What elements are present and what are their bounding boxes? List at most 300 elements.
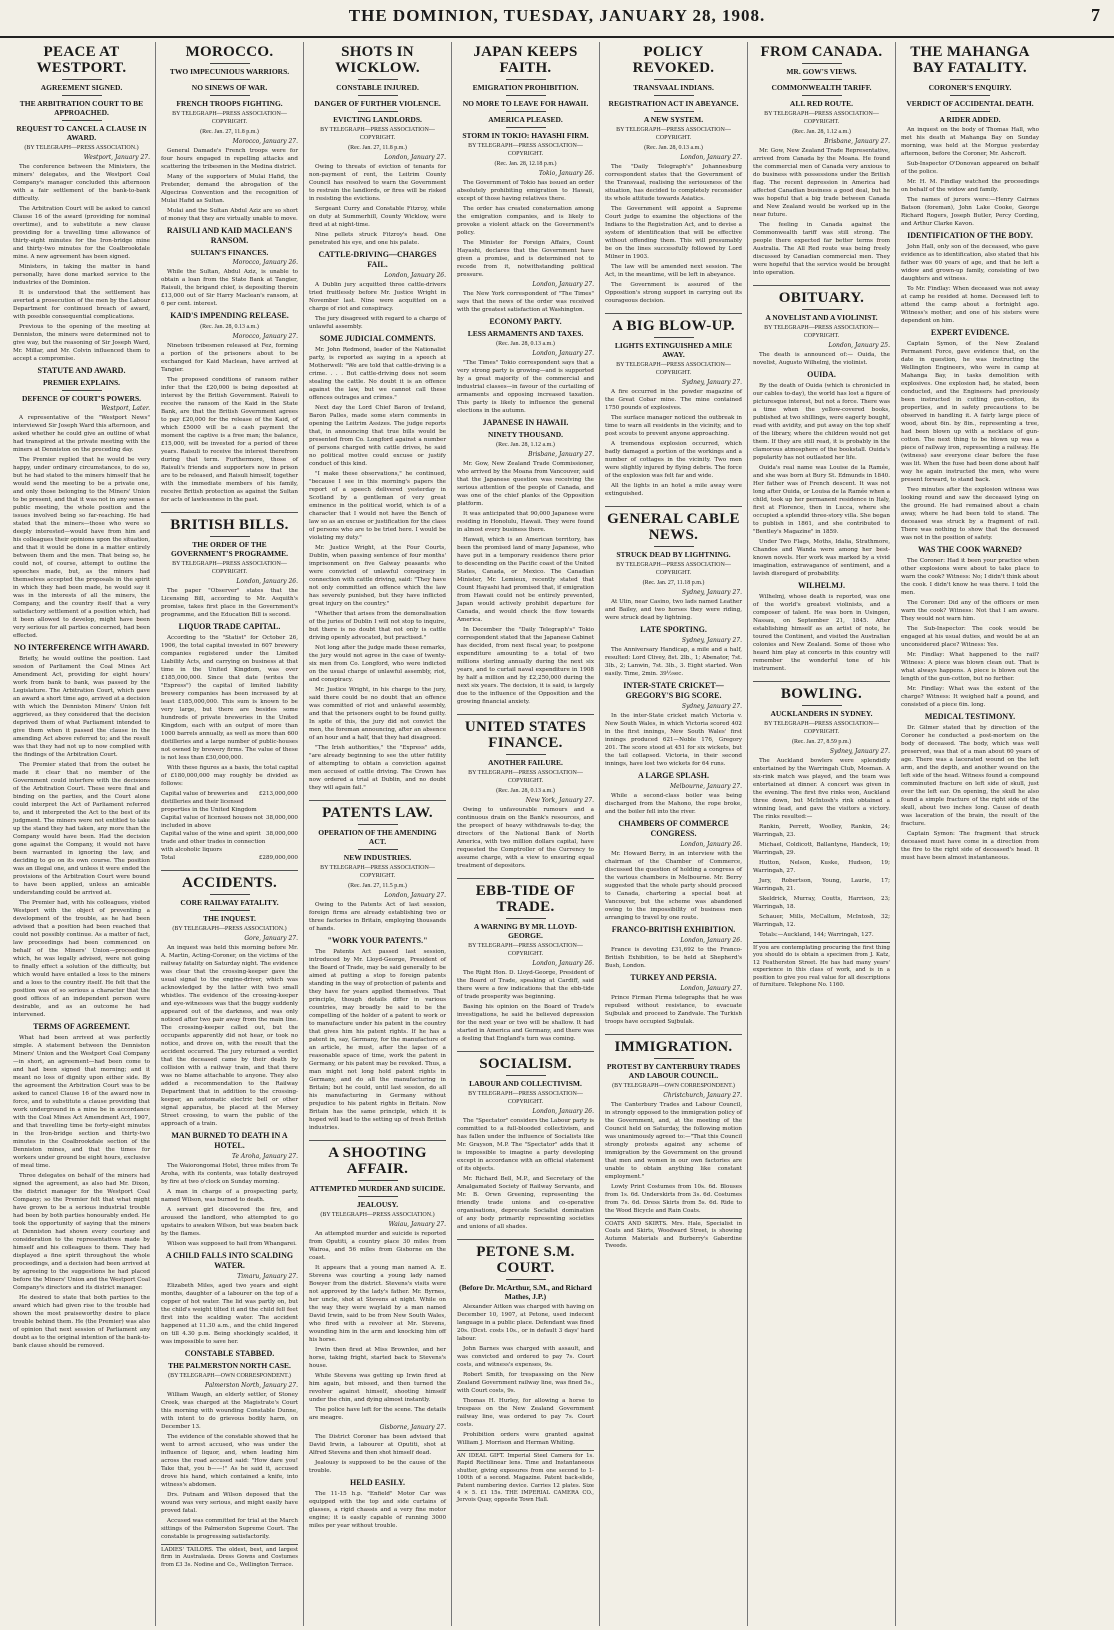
section-subhead: WAS THE COOK WARNED? (918, 545, 1022, 554)
dateline: Te Aroha, January 27. (231, 1153, 298, 1160)
article-paragraph: The Premier stated that from the outset he made it clear that no member of the Government could interfere with the decisions of the Arbitration Court. These were final and binding on the parties, and the Court alone could interpret the Act of Parliament referred to, and it interpreted the Act to the best of its judgment. The miners were not entitled to take up the stand they had taken, any more than the Company would have been. Had the decision gone against the Company, it would not have been warranted in ignoring the law, and deciding to go on its own course. The position was an illegal one, and unless it were ended the provisions of the Arbitration Court were bound to have been applied, unless an amicable understanding could be arrived at. (13, 762, 150, 896)
advertisement: AN IDEAL GIFT. Imperial Steel Camera for 1s. Rapid Rectilinear lens. Time and Instantaneous shutter, giving exposures from one second to 1-100th of a second. Magazine. Patent back-slide, Patent numbering device. Carries 12 plates. Size 4 × 5. £1 15s. THE IMPERIAL CAMERA CO., Jervois Quay, opposite Town Hall. (457, 1450, 594, 1505)
section-subhead: CONSTABLE STABBED. (184, 1349, 275, 1358)
dateline: London, January 25. (828, 342, 890, 349)
news-column (896, 42, 1044, 1626)
article-paragraph: Drs. Putnam and Wilson deposed that the wound was very serious, and might easily have proved fatal. (161, 1492, 298, 1514)
article-paragraph: A representative of the "Westport News" interviewed Sir Joseph Ward this afternoon, and asked whether he could give an outline of what had transpired at the private meeting with the miners at Denniston on the preceding day. (13, 415, 150, 453)
article-paragraph: Totals:—Auckland, 144; Warringah, 127. (759, 932, 874, 938)
wire-credit: BY TELEGRAPH—PRESS ASSOCIATION—COPYRIGHT. (764, 721, 879, 735)
masthead (0, 0, 1114, 38)
article-paragraph: In December the "Daily Telegraph's" Tokio correspondent stated that the Japanese Cabinet has decided, from next fiscal year, to postpone expenditure amounting to a total of two millions sterling annually during the next six years, and to curtail naval expenditure in 1908 by half a million and by £2,250,000 during the next six years. The decision, it is said, is largely due to the influence of the Opposition and the growing financial anxiety. (457, 627, 594, 705)
article-deck: A NOVELIST AND A VIOLINIST. (765, 313, 878, 322)
article-deck: VERDICT OF ACCIDENTAL DEATH. (906, 99, 1034, 108)
article-paragraph: The "Spectator" considers the Labour party is committed to a full-blooded collectivism, and has fallen under the influence of Socialists like Mr. Grayson, M.P. The "Spectator" adds that it is impossible to imagine a party developing except in accordance with an official statement of its objects. (457, 1118, 594, 1172)
article-deck: LABOUR AND COLLECTIVISM. (469, 1079, 582, 1088)
article-deck: AGREEMENT SIGNED. (40, 83, 123, 92)
article-deck: LESS ARMAMENTS AND TAXES. (467, 329, 584, 338)
article-paragraph: Mr. Gow, New Zealand Trade Representative, arrived from Canada by the Moana. He found the commercial men of Canada very anxious to do business with possessions under the British flag. The recent depression in America had affected Canadian business a good deal, but he was hopeful that a big trade between Canada and New Zealand would be worked up in the near future. (753, 148, 890, 218)
article-deck: EMIGRATION PROHIBITION. (472, 83, 579, 92)
table-label: Capital value of the wine and spirit trade and other trades in connection with alcoholic liquors (161, 831, 266, 853)
article-deck: TRANSVAAL INDIANS. (633, 83, 714, 92)
article-deck: OPERATION OF THE AMENDING ACT. (318, 828, 437, 846)
deck-rule (802, 309, 842, 310)
article-deck: EVICTING LANDLORDS. (333, 115, 422, 124)
table-value: 38,000,000 (265, 815, 298, 821)
article-headline: A BIG BLOW-UP. (612, 318, 735, 334)
section-subhead: LATE SPORTING. (640, 625, 707, 634)
article-paragraph: Mr. Howard Berry, in an interview with the chairman of the Chamber of Commerce, discussed the question of holding a congress of the various chambers in Melbourne. Mr. Berry suggested that the whole party should proceed to Canada, chartering a special boat at Vancouver, but the scheme was abandoned owing to the impossibility of business men arranging to travel by one route. (605, 851, 742, 921)
newspaper-title: THE DOMINION, TUESDAY, JANUARY 28, 1908. (348, 6, 766, 25)
dateline: London, January 26. (532, 1108, 594, 1115)
article-paragraph: While a second-class boiler was being discharged from the Mahono, the rope broke, and the boiler fell into the river. (605, 793, 742, 815)
news-column (156, 42, 304, 1626)
article-paragraph: The Coroner: Had it been your practice when other explosions were about to take place to warn the cook? Witness: No; I didn't think about the cook. I didn't know he was there. I told the men. (901, 558, 1039, 596)
article-paragraph: Prince Firman Firma telegraphs that he was repulsed without resistance, to evacuate Sujbulak and proceed to Zandvale. The Turkish troops have occupied Sujbulak. (605, 995, 742, 1025)
section-subhead: "WORK YOUR PATENTS." (327, 936, 428, 945)
wire-credit: BY TELEGRAPH—PRESS ASSOCIATION—COPYRIGHT. (468, 943, 583, 957)
article-paragraph: Alexander Aitken was charged with having on December 10, 1907, at Petone, used indecent language in a public place. Defendant was fined 20s. (Dcst. costs 10s., or in default 3 days' hard labour. (457, 1304, 594, 1342)
received-time: (Rec. Jan. 27, 8.59 p.m.) (792, 739, 851, 745)
deck-rule (802, 705, 842, 706)
article-paragraph: Ministers, in taking the matter in hand personally, have done marked service to the industries of the Dominion. (13, 264, 150, 286)
article-paragraph: Briefly, he would outline the position. Last session of Parliament the Coal Mines Act Amendment Act, providing for eight hours' work from bank to bank, was passed by the Legislature. The Arbitration Court, which gave an award a short time ago, arrived at a decision with which the Denniston Miners' Union felt aggrieved, as they considered that the decision deprived them of what Parliament intended to give them when it passed the clause in the amending Act above referred to; and the result was that they had not up to now complied with the findings of the Arbitration Court. (13, 656, 150, 758)
received-time: (Rec. Jan. 27, 11.5 p.m.) (348, 883, 407, 889)
deck-rule (950, 95, 990, 96)
article-deck: THE ARBITRATION COURT TO BE APPROACHED. (19, 99, 144, 117)
article-deck: ALL RED ROUTE. (789, 99, 854, 108)
article-paragraph: The evidence of the constable showed that he went to arrest accused, who was under the influence of liquor, and, when leading him across the road accused said: "How dare you! Take that, you b——!" As he said it, accused drove his hand, which contained a knife, into witness's abdomen. (161, 1434, 298, 1488)
article-headline: SOCIALISM. (479, 1056, 572, 1072)
article-paragraph: Michael, Coldicott, Ballantyne, Handeck, 19; Warringah, 29. (753, 842, 890, 856)
section-subhead: OUIDA. (807, 370, 836, 379)
news-column (8, 42, 156, 1626)
article-deck: ANOTHER FAILURE. (488, 758, 563, 767)
article (605, 318, 742, 498)
article (605, 1039, 742, 1251)
article-paragraph: While the Sultan, Abdul Aziz, is unable to obtain a loan from the State Bank at Tangier, Raisuli, the brigand chief, is depositing therein £13,000 out of Sir Harry Maclean's ransom, at 6 per cent. interest. (161, 269, 298, 307)
article-paragraph: France is devoting £31,692 to the Franco-British Exhibition, to be held at Shepherd's Bush, London. (605, 947, 742, 969)
advertisement: LADIES' TAILORS. The oldest, best, and largest firm in Australasia. Dress Gowns and Costumes from £3 3s. Nodine and Co., Wellington Terrace. (161, 1544, 298, 1569)
figures-table (161, 790, 298, 862)
section-subhead: NO INTERFERENCE WITH AWARD. (14, 643, 149, 652)
table-row (161, 854, 298, 862)
article-paragraph: Jealousy is supposed to be the cause of the trouble. (309, 1460, 446, 1474)
article (605, 44, 742, 305)
article (161, 875, 298, 1569)
article-separator (457, 714, 594, 715)
dateline: Morocco, January 27. (232, 138, 298, 145)
article-paragraph: The feeling in Canada against the Commonwealth tariff was still strong. The people there expected far better terms from Australia. The All Red route was being freely discussed by Canadian commercial men. They were hopeful that the service would be brought into operation. (753, 222, 890, 276)
article-paragraph: Mr. John Redmond, leader of the Nationalist party, is reported as saying in a speech at Motherwell: "We are told that cattle-driving is a crime. . . . But cattle-driving does not seem stealing the cattle. No doubt it is an offence against the law, but we cannot call these offences outrages and crimes." (309, 347, 446, 401)
article-headline: MOROCCO. (185, 44, 274, 60)
article-paragraph: The conference between the Ministers, the miners' delegates, and the Westport Coal Company's manager concluded this afternoon with a fair settlement of the bank-to-bank difficulty. (13, 164, 150, 202)
article-deck: A RIDER ADDED. (939, 115, 1001, 124)
article (457, 44, 594, 706)
article-paragraph: Captain Symon: The fragment that struck deceased must have come in a direction from the fire to the right side of deceased's head. It must have been almost instantaneous. (901, 831, 1039, 861)
dateline: Sydney, January 27. (681, 589, 742, 596)
advertisement: If you are contemplating procuring the first thing you should do is obtain a specimen from J. Katz, 12 Featherston Street. He has had many years' experience in this class of work, and is in a position to give you real value for all descriptions of furniture. Telephone No. 1160. (753, 942, 890, 989)
deck-rule (358, 1196, 398, 1197)
deck-rule (210, 95, 250, 96)
article-paragraph: John Barnes was charged with assault, and was convicted and ordered to pay 7s. Court costs, and witness's expenses, 9s. (457, 1346, 594, 1368)
article-deck: ATTEMPTED MURDER AND SUICIDE. (309, 1184, 446, 1193)
article-paragraph: Mr. Gow, New Zealand Trade Commissioner, who arrived by the Moana from Vancouver, said that the Japanese question was receiving the serious attention of the people of Canada, and was one of the chief planks of the Opposition platform. (457, 461, 594, 507)
dateline: Sydney, January 27. (829, 748, 890, 755)
article-paragraph: With these figures as a basis, the total capital of £180,000,000 may roughly be divided as follows: (161, 765, 298, 787)
deck-rule (654, 79, 694, 80)
article-separator (457, 1051, 594, 1052)
article-paragraph: The names of jurors were:—Henry Cairnes Batson (foreman), John Lake Cooke, George Richard Rogers, Joseph Butler, Percy Cording, and Arthur Clarke Kavon. (901, 197, 1039, 227)
article-paragraph: An inquest was held this morning before Mr. A. Martin, Acting-Coroner, on the victims of the railway fatality on Saturday night. The evidence was clear that the crossing-keeper gave the usual signal to the engine-driver, which was acknowledged by the latter with two small whistles. The evidence of the crossing-keeper and eye-witnesses was that the buggy suddenly appeared out of the darkness, and was only noticed after two pair away from the main line. The crossing-keeper called out, but the occupants apparently did not hear, or took no notice, and drove on, with the result that the accident occurred. The jury returned a verdict that the deceased came by their death by collision with a railway train, and that there was no blame attachable to anyone. They also added a recommendation to the Railway Department that in addition to the crossing-keeper, an automatic electric bell or other signal apparatus, be placed at the Mersey Street crossing, to warn the public of the approach of a train. (161, 945, 298, 1127)
deck-rule (654, 546, 694, 547)
article-paragraph: The Arbitration Court will be asked to cancel Clause 16 of the award (providing for nominal overtime), and to substitute a new clause providing for a travelling time allowance of thirty-eight minutes for the Iron-bridge mine and thirty-two minutes for the Coalbrookdale mine. A new agreement has been signed. (13, 206, 150, 260)
article-paragraph: Prohibition orders were granted against William J. Morrison and Herman Whiting. (457, 1432, 594, 1446)
article-paragraph: Two minutes after the explosion witness was looking round and saw the deceased lying on the ground. He had remained about a chain away, where he had been told to stand. The deceased was struck by a fragment of rail. There was nothing to show that the deceased was not in the position of safety. (901, 487, 1039, 541)
article-paragraph: Skeldrick, Murray, Coutts, Harrison, 23; Warringah, 18. (753, 896, 890, 910)
article-headline: THE MAHANGA BAY FATALITY. (910, 44, 1030, 76)
section-subhead: INTER-STATE CRICKET—GREGORY'S BIG SCORE. (623, 681, 724, 700)
article-paragraph: General Damade's French troops were for four hours engaged in repelling attacks and scattering the tribesmen in the Medina district. (161, 148, 298, 170)
article (309, 1145, 446, 1530)
article-headline: EBB-TIDE OF TRADE. (475, 883, 576, 915)
article-deck: A NEW SYSTEM. (643, 115, 704, 124)
article-deck: PROTEST BY CANTERBURY TRADES AND LABOUR COUNCIL. (606, 1062, 741, 1080)
article-paragraph: The proposed conditions of ransom rather infer that the £20,000 is being deposited at interest by the British Government. Raisuli to receive the ransom of the Kaid in the State Bank, are that the British Government agrees to pay £20,000 for the release of the Kaid, of which £5000 will be a cash payment the moment the captive is a free man; the balance, £15,000, will be invested for a period of three years. Raisuli to receive the interest therefrom during that term. Furthermore, those of Raisuli's friends and supporters now in prison are to be released, and Raisuli himself, together with the immediate members of his family, receive British protection as against the Sultan for acts of lawlessness in the past. (161, 377, 298, 503)
received-time: (Rec. Jan. 27, 11.8 p.m.) (200, 129, 259, 135)
article (605, 511, 742, 1026)
article-paragraph: "I make these observations," he continued, "because I see in this morning's papers the report of a speech delivered yesterday in Scotland by a gentleman of very great eminence in the political world, which is of a character that I would not have the Bench of law so as an excuse or justification for the class of persons who are to be tried here. I would be violating my duty." (309, 471, 446, 541)
dateline: Tokio, January 26. (538, 170, 594, 177)
wire-credit: (BY TELEGRAPH—OWN CORRESPONDENT.) (168, 1373, 291, 1379)
deck-rule (654, 111, 694, 112)
article-paragraph: An attempted murder and suicide is reported from Oputiti, a country place 30 miles from Wairoa, and 56 miles from Gisborne on the coast. (309, 1231, 446, 1261)
article-paragraph: The Coroner: Did any of the officers or men warn the cook? Witness: Not that I am aware. They would not warn him. (901, 600, 1039, 622)
dateline: London, January 26. (680, 937, 742, 944)
dateline: Palmerston North, January 27. (204, 1382, 298, 1389)
deck-rule (506, 754, 546, 755)
table-label: Capital value of breweries and distilleries and their licensed properties in the United Kingdom (161, 791, 257, 813)
article-paragraph: Not long after the judge made these remarks, the jury would not agree in the case of twenty-six men from Co. Longford, who were indicted on the usual charge of unlawful assembly, riot, and conspiracy. (309, 645, 446, 683)
article-paragraph: Three delegates on behalf of the miners had signed the agreement, as also had Mr. Dixon, the district manager for the Westport Coal Company; so the Premier felt that what might have grown to be a serious industrial trouble had been by both parties honourably ended. He took the opportunity of saying that the miners at Denniston had shown every courtesy and consideration to the representatives made by himself and his colleagues to them. They had displayed a fine spirit throughout the whole proceedings, and a decision had been arrived at by agreeing to the suggestions he had placed before the Miners' Union and the Westport Coal Company's directors and its district manager. (13, 1173, 150, 1291)
article-separator (605, 506, 742, 507)
article-headline: BOWLING. (780, 686, 863, 702)
dateline: London, January 26. (236, 578, 298, 585)
section-subhead: MEDICAL TESTIMONY. (924, 712, 1016, 721)
deck-rule (358, 79, 398, 80)
deck-rule (654, 1058, 694, 1059)
received-time: (Rec. Jan. 27, 11.8 p.m.) (348, 145, 407, 151)
article-paragraph: By the death of Ouida (which is chronicled in our cables to-day), the world has lost a figure of picturesque interest, but not a force. There was a time when the yellow-covered books, published at two shillings, were eagerly bought, read with avidity, and put away on the top shelf of the library, where the children would not get them. If they are still read, it is probably in the clamorous atmosphere of the bookstall. Ouida's popularity has not outlasted her life. (753, 383, 890, 461)
article-paragraph: It is understood that the settlement has averted a prosecution of the men by the Labour Department for continued breach of award, with possible consequential complications. (13, 290, 150, 320)
article-paragraph: Mr. Justice Wright, in his charge to the jury, said there could be no doubt that an offence was committed of riot and unlawful assembly, and that the prisoners ought to be found guilty. In spite of this, the jury did not convict the men, the foreman announcing, after an absence of an hour and a half, that they had disagreed. (309, 687, 446, 741)
article-deck: MR. GOW'S VIEWS. (786, 67, 857, 76)
deck-rule (802, 63, 842, 64)
article-paragraph: "The Irish authorities," the "Express" adds, "are already beginning to see the utter futility of attempting to obtain a conviction against men accused of cattle driving. The Crown has now ordered a trial at Dublin, and no doubt they will again fail." (309, 745, 446, 791)
article-paragraph: Mulai and the Sultan Abdul Aziz are so short of money that they are virtually unable to move. (161, 208, 298, 222)
wire-credit: BY TELEGRAPH—PRESS ASSOCIATION—COPYRIGHT. (172, 111, 287, 125)
article-deck: SULTAN'S FINANCES. (190, 248, 269, 257)
article-paragraph: Previous to the opening of the meeting at Denniston, the miners were determined not to give way, but the reasoning of Sir Joseph Ward, Mr. Millar, and Mr. Colvin influenced them to accept a compromise. (13, 324, 150, 362)
article-paragraph: What had been arrived at was perfectly simple. A statement between the Denniston Miners' Union and the Westport Coal Company—in short, an agreement—had been come to and had been signed that morning; and it meant no loss of dignity upon either side. By the agreement the Arbitration Court was to be asked to cancel Clause 16 of the award now in force, and to substitute a clause providing that work underground in a mine be in accordance with the Coal Mines Act Amendment Act, 1907, and that travelling time be forty-eight minutes in the Iron-bridge section and thirty-two minutes in the Coalbrookdale section of the Denniston mines, and that the times for workers under ground be eight hours, exclusive of meal time. (13, 1035, 150, 1169)
received-time: (Rec. Jan. 28, 12.18 p.m.) (494, 161, 557, 167)
article-paragraph: The police have left for the scene. The details are meagre. (309, 1407, 446, 1421)
article-headline: BRITISH BILLS. (170, 517, 289, 533)
dateline: London, January 27. (384, 892, 446, 899)
dateline: Sydney, January 27. (681, 703, 742, 710)
article-deck: NEW INDUSTRIES. (343, 853, 412, 862)
article-paragraph: Basing his opinion on the Board of Trade's investigations, he said he believed depression for the next year or two will be shallow. It had started in America and Germany, and there was a feeling that England's turn was coming. (457, 1004, 594, 1042)
deck-rule (62, 95, 102, 96)
article-paragraph: The order has created consternation among the emigration companies, and is likely to provoke a violent attack on the Government's policy. (457, 206, 594, 236)
section-subhead: RAISULI AND KAID MACLEAN'S RANSOM. (166, 226, 293, 245)
deck-rule (506, 111, 546, 112)
article-deck: CORONER'S ENQUIRY. (928, 83, 1012, 92)
table-row (161, 790, 298, 814)
dateline: London, January 26. (680, 841, 742, 848)
article-paragraph: The surface manager noticed the outbreak in time to warn all residents in the vicinity, and to post scouts to prevent anyone approaching. (605, 415, 742, 437)
deck-rule (506, 1279, 546, 1280)
article-paragraph: Thomas H. Hurley, for allowing a horse to trespass on the New Zealand Government railway line, was ordered to pay 7s. Court costs. (457, 1398, 594, 1428)
article-paragraph: Under Two Flags, Moths, Idalia, Strathmore, Chandos and Wanda were among her best-known novels. Her work was marked by a vivid imagination, extravagance of sentiment, and a lavish disregard of probability. (753, 539, 890, 577)
deck-rule (358, 95, 398, 96)
article-paragraph: Elizabeth Miles, aged two years and eight months, daughter of a labourer on the top of a copper of hot water. The lid was partly on, but the child's weight tilted it and the child fell feet first into the scalding water. The accident happened at 11.30 a.m., and the child lingered on till 4.30 p.m. Being shockingly scalded, it was impossible to save her. (161, 1283, 298, 1345)
received-time: (Rec. Jan. 28, 0.13 a.m.) (644, 145, 703, 151)
wire-credit: (BY TELEGRAPH—PRESS ASSOCIATION.) (172, 926, 287, 932)
received-time: (Rec. Jan. 28, 0.13 a.m.) (200, 324, 259, 330)
received-time: (Rec. Jan. 28, 0.13 a.m.) (496, 788, 555, 794)
article-paragraph: A fire occurred in the powder magazine of the Great Cobar mine. The mine contained 1750 pounds of explosives. (605, 389, 742, 411)
article-deck: STRUCK DEAD BY LIGHTNING. (616, 550, 731, 559)
article-paragraph: Sub-Inspector O'Donovan appeared on behalf of the police. (901, 161, 1039, 175)
article-separator (605, 313, 742, 314)
article-paragraph: William Waugh, an elderly settler, of Stoney Creek, was charged at the Magistrate's Court this morning with wounding Constable Dunne, with intent to do grievous bodily harm, on December 13. (161, 1392, 298, 1430)
dateline: Gisborne, January 27. (379, 1424, 446, 1431)
dateline: Melbourne, January 27. (669, 783, 742, 790)
article-paragraph: The Government will appoint a Supreme Court judge to examine the objections of the Indians to the Registration Act, and to devise a system of identification that will be effective without offending them. This will presumably be on the lines successfully followed by Lord Milner in 1903. (605, 206, 742, 260)
wire-credit: (BY TELEGRAPH—PRESS ASSOCIATION.) (320, 1212, 435, 1218)
article-paragraph: Irwin then fired at Miss Brownlee, and her horse, taking fright, started back to Stevens's house. (309, 1347, 446, 1369)
dateline: London, January 27. (384, 154, 446, 161)
article-paragraph: The death is announced of:— Ouida, the novelist, Augusto Wilhelmj, the violinist. (753, 352, 890, 366)
wire-credit: BY TELEGRAPH—PRESS ASSOCIATION—COPYRIGHT. (320, 127, 435, 141)
article-deck: THE PALMERSTON NORTH CASE. (168, 1361, 291, 1370)
article-deck: A WARNING BY MR. LLOYD-GEORGE. (473, 922, 578, 940)
article-headline: POLICY REVOKED. (632, 44, 715, 76)
article-separator (161, 512, 298, 513)
article-paragraph: Wilson was supposed to hail from Whangarei. (167, 1241, 297, 1247)
deck-rule (62, 120, 102, 121)
article-deck: THE ORDER OF THE GOVERNMENT'S PROGRAMME. (170, 540, 289, 558)
section-subhead: LIQUOR TRADE CAPITAL. (178, 622, 281, 631)
article (457, 719, 594, 870)
article-paragraph: The Waiorongomai Hotel, three miles from Te Aroha, with its contents, was totally destroyed by fire at two o'clock on Sunday morning. (161, 1163, 298, 1185)
news-column (748, 42, 896, 1626)
article-paragraph: He desired to state that both parties to the award which had given rise to the trouble had shown the most praiseworthy desire to place trouble behind them. He (the Premier) was also of opinion that next session of Parliament any doubt as to the original intention of the bank-to-bank clause should be removed. (13, 1295, 150, 1349)
wire-credit: BY TELEGRAPH—PRESS ASSOCIATION—COPYRIGHT. (616, 562, 731, 576)
deck-rule (358, 849, 398, 850)
deck-rule (62, 79, 102, 80)
article-paragraph: The 11-15 h.p. "Enfield" Motor Car was equipped with the top and side curtains of glasses, a rigid chassis and a very fine motor engine; it is easily capable of running 3000 miles per year without trouble. (309, 1491, 446, 1529)
wire-credit: BY TELEGRAPH—PRESS ASSOCIATION—COPYRIGHT. (468, 770, 583, 784)
article-paragraph: In the inter-State cricket match Victoria v. New South Wales, in which Victoria scored 402 in the first innings, New South Wales' first innings produced 621—Noble 176, Gregory 201. The score stood at 451 for six wickets, but the tail collapsed. Victoria, in their second innings, have lost two wickets for 64 runs. (605, 713, 742, 767)
article-paragraph: The paper "Observer" states that the Licensing Bill, according to Mr. Asquith's promise, takes first place in the Government's programme, and the Education Bill is second. (161, 588, 298, 618)
section-subhead: FRANCO-BRITISH EXHIBITION. (611, 925, 736, 934)
table-value: 38,000,000 (265, 831, 298, 837)
article-deck: CONSTABLE INJURED. (336, 83, 419, 92)
section-subhead: A CHILD FALLS INTO SCALDING WATER. (165, 1251, 294, 1270)
article-headline: IMMIGRATION. (614, 1039, 733, 1055)
article-headline: ACCIDENTS. (181, 875, 278, 891)
article-paragraph: The District Coroner has been advised that David Irwin, a labourer at Oputiti, shot at Alfred Stevens and then shot himself dead. (309, 1434, 446, 1456)
deck-rule (210, 894, 250, 895)
article-headline: UNITED STATES FINANCE. (464, 719, 587, 751)
article-headline: GENERAL CABLE NEWS. (607, 511, 740, 543)
article-separator (161, 870, 298, 871)
article (457, 1056, 594, 1231)
deck-rule (802, 95, 842, 96)
article-paragraph: The Premier had, with his colleagues, visited Westport with the object of preventing a development of the trouble, as he had been advised that a position had been reached that could not possibly continue. As a matter of fact, law proceedings had been commenced on behalf of the Miners' Union—proceedings which, he was legally advised, were not going to finally effect a solution of the difficulty, but which would have entailed a loss to the miners and a loss to the country itself. He felt that the position was of so serious a character that the good offices of an independent person were desirable, and as an outcome he had intervened. (13, 900, 150, 1018)
dateline: London, January 27. (532, 281, 594, 288)
article-paragraph: While Stevens was getting up Irwin fired at him again, but missed, and then turned the revolver against himself, shooting himself under the chin, and dying almost instantly. (309, 1373, 446, 1403)
section-subhead: HELD EASILY. (350, 1478, 405, 1487)
table-row (161, 830, 298, 854)
section-subhead: IDENTIFICATION OF THE BODY. (907, 231, 1033, 240)
article-deck: CORE RAILWAY FATALITY. (180, 898, 279, 907)
table-row (161, 814, 298, 830)
deck-rule (950, 111, 990, 112)
article-paragraph: Sergeant Curry and Constable Fitzroy, while on duty at Summerhill, County Wicklow, were fired at at night-time. (309, 206, 446, 228)
article-deck: FRENCH TROOPS FIGHTING. (176, 99, 283, 108)
article-paragraph: Next day the Lord Chief Baron of Ireland, Baron Palles, made some stern comments in opening the Leitrim Assizes. The judge reports that, in announcing that true bills would be presented from Co. Longford against a number of persons charged with cattle drives, he said no political motive could excuse or justify conduct of this kind. (309, 405, 446, 467)
section-subhead: EXPERT EVIDENCE. (930, 328, 1010, 337)
dateline: Christchurch, January 27. (663, 1092, 742, 1099)
article-paragraph: Dr. Gilmer stated that by direction of the Coroner he conducted a post-mortem on the body of deceased. The body, which was well preserved, was that of a man about 60 years of age. There was a lacerated wound on the left arm, and the depth, and another wound on the left side of the head. Witness found a compound comminuted fracture on left side of skull, just over the left ear. On opening, the skull he also found a simple fracture of the right side of the skull, about two inches long. Cause of death was laceration of the brain, the result of the fracture. (901, 725, 1039, 827)
article-paragraph: Lowly Print Costumes from 10s. 6d. Blouses from 1s. 6d. Underskirts from 3s. 6d. Costumes from 7s. 6d. Dress Skirts from 5s. 6d. Ride to the Wood Bicycle and Rain Coats. (605, 1184, 742, 1214)
article-paragraph: The Government of Tokio has issued an order absolutely prohibiting emigration to Hawaii, except of those having relatives there. (457, 180, 594, 202)
article-paragraph: A tremendous explosion occurred, which badly damaged a portion of the workings and a number of cottages in the vicinity. Two men were slightly injured by flying debris. The force of the explosion was felt far and wide. (605, 441, 742, 479)
wire-credit: BY TELEGRAPH—PRESS ASSOCIATION—COPYRIGHT. (468, 143, 583, 157)
article-paragraph: The Government is assured of the Opposition's strong support in carrying out its courageous decision. (605, 282, 742, 304)
article-deck: REQUEST TO CANCEL A CLAUSE IN AWARD. (16, 124, 147, 142)
page-number: 7 (1091, 5, 1100, 25)
article-paragraph: The "Daily Telegraph's" Johannesburg correspondent states that the Government of the Transvaal, realising the seriousness of the situation, has decided to completely reconsider its whole attitude towards Asiatics. (605, 164, 742, 202)
deck-rule (506, 95, 546, 96)
deck-rule (62, 390, 102, 391)
article-deck: THE INQUEST. (203, 914, 256, 923)
article-paragraph: Owing to the Patents Act of last session, foreign firms are already establishing two or three factories in Britain, employing thousands of hands. (309, 902, 446, 932)
news-column (600, 42, 748, 1626)
dateline: London, January 26. (384, 272, 446, 279)
advertisement: COATS AND SKIRTS. Mrs. Hale, Specialist in Coats and Skirts, Woodward Street, is showing Autumn Materials and Burberry's Gaberdine Tweeds. (605, 1218, 742, 1251)
article-paragraph: The jury disagreed with regard to a charge of unlawful assembly. (309, 316, 446, 330)
columns (8, 42, 1108, 1626)
article (753, 686, 890, 989)
article-headline: SHOTS IN WICKLOW. (335, 44, 420, 76)
deck-rule (506, 79, 546, 80)
wire-credit: BY TELEGRAPH—PRESS ASSOCIATION—COPYRIGHT. (616, 362, 731, 376)
dateline: Sydney, January 27. (681, 379, 742, 386)
section-subhead: ECONOMY PARTY. (489, 317, 562, 326)
news-column (452, 42, 600, 1626)
article-paragraph: Mr. Findlay: What was the extent of the charge? Witness: It weighed half a pound, and consisted of a piece 6in. long. (901, 686, 1039, 708)
deck-rule (506, 127, 546, 128)
article-paragraph: Hutton, Nelson, Kuske, Hudson, 19; Warringah, 27. (753, 860, 890, 874)
article-deck: NO SINEWS OF WAR. (191, 83, 268, 92)
section-subhead: MAN BURNED TO DEATH IN A HOTEL. (171, 1131, 288, 1150)
deck-rule (506, 1075, 546, 1076)
received-time: (Rec. Jan. 27, 11.18 p.m.) (642, 580, 705, 586)
article-paragraph: Mr. H. M. Findlay watched the proceedings on behalf of the widow and family. (901, 179, 1039, 193)
article-deck: DEFENCE OF COURT'S POWERS. (21, 394, 142, 403)
article-deck: NINETY THOUSAND. (487, 430, 563, 439)
section-subhead: JAPANESE IN HAWAII. (482, 418, 569, 427)
article-paragraph: The Patents Act passed last session, introduced by Mr. Lloyd-George, President of the Board of Trade, may be said generally to be aimed at putting a stop to foreign patents standing in the way of protection of patents and they have for years applied themselves. That principle, though details differ in various countries, may broadly be said to be the compelling of the holder of a patent to work or to manufacture under his patent in the country that gives him his patent rights. If he has a patent in, say, Germany, for the manufacture of an article, he must, after the lapse of a reasonable space of time, work the patent in Germany, or his patent may be revoked. Thus, a man might not long hold patent rights in Germany, and do all the manufacturing in Britain; but he could, until last session, do all his manufacturing in Germany without prejudice to his patent rights in Britain. Now Britain has the same principle, which it is hoped will lead to the setting up of fresh British industries. (309, 949, 446, 1131)
dateline: Morocco, January 26. (232, 259, 298, 266)
article-paragraph: Mr. Richard Bell, M.P., and Secretary of the Amalgamated Society of Railway Servants, and Mr. B. Orwn Greening, representing the friendly trade unions and co-operative organisations, deprecate Socialist domination of any body primarily representing societies and unions of all shades. (457, 1176, 594, 1230)
wire-credit: (BY TELEGRAPH—OWN CORRESPONDENT.) (612, 1083, 735, 1089)
section-subhead: SOME JUDICIAL COMMENTS. (319, 334, 436, 343)
article (161, 44, 298, 504)
article-paragraph: The Right Hon. D. Lloyd-George, President of the Board of Trade, speaking at Cardiff, said there were a few indications that the ebb-tide of trade prosperity was beginning. (457, 970, 594, 1000)
dateline: London, January 26. (532, 960, 594, 967)
article-headline: PETONE S.M. COURT. (476, 1244, 575, 1276)
article-paragraph: It was anticipated that 90,000 Japanese were residing in Honolulu, Hawaii. They were found in almost every business there. (457, 511, 594, 533)
section-subhead: KAID'S IMPENDING RELEASE. (170, 311, 289, 320)
article-paragraph: An inquest on the body of Thomas Hall, who met his death at Mahanga Bay on Sunday morning, was held at the Morgue yesterday afternoon, before the Coroner, Mr. Ashcroft. (901, 127, 1039, 157)
dateline: New York, January 27. (525, 797, 594, 804)
dateline: Timaru, January 27. (237, 1273, 298, 1280)
deck-rule (358, 1180, 398, 1181)
article-paragraph: To Mr. Findlay: When deceased was not away at camp he resided at home. Deceased left to attend the camp about a fortnight ago. Witness's mother, and one of his sisters were dependent on him. (901, 286, 1039, 324)
table-label: Capital value of licensed houses not included in above (161, 815, 264, 829)
article-deck: AUCKLANDERS IN SYDNEY. (770, 709, 873, 718)
article-separator (457, 878, 594, 879)
article-headline: PATENTS LAW. (322, 805, 433, 821)
section-subhead: TERMS OF AGREEMENT. (33, 1022, 130, 1031)
article-paragraph: A servant girl discovered the fire, and aroused the landlord, who attempted to go upstairs to awaken Wilson, but was beaten back by the flames. (161, 1207, 298, 1237)
article-separator (753, 285, 890, 286)
section-subhead: A LARGE SPLASH. (638, 771, 709, 780)
dateline: Westport, Later. (101, 405, 150, 412)
article-headline: FROM CANADA. (760, 44, 883, 60)
table-value: £213,000,000 (258, 791, 298, 797)
article-paragraph: Captain Symon, of the New Zealand Permanent Force, gave evidence that, on the date in question, he was instructing the Wellington Engineers, who were in camp at Mahanga Bay, in tasks demolition with explosives. One explosion had, he stated, been conducted, and the Engineers had previously been instructed in cutting gun-cotton, its properties, and in safety precautions to be observed in handling it. A fairly large piece of wood, about 6in. by 8in., representing a tree, had been blown up with a necklace of gun-cotton. The next thing to be blown up was a piece of railway iron, representing a railway. He (witness) saw everyone clear before the fuse was lit. When the fuse had been done about half way he again instructed the men, who were present forward, to stand back. (901, 341, 1039, 483)
article-deck: STORM IN TOKIO: HAYASHI FIRM. (462, 131, 589, 140)
article (309, 44, 446, 792)
article-paragraph: The Minister for Foreign Affairs, Count Hayashi, declares that the Government have given a promise, and is determined not to recede from it, notwithstanding political pressure. (457, 240, 594, 278)
article-headline: A SHOOTING AFFAIR. (328, 1145, 427, 1177)
dateline: London, January 27. (680, 154, 742, 161)
wire-credit: BY TELEGRAPH—PRESS ASSOCIATION—COPYRIGHT. (468, 1091, 583, 1105)
article-paragraph: A man in charge of a prospecting party, named Wilson, was burned to death. (161, 1189, 298, 1203)
article-headline: OBITUARY. (778, 290, 865, 306)
article-paragraph: "The Times" Tokio correspondent says that a very strong party is growing—and is supported by a great majority of the commercial and industrial classes—in favour of the curtailing of armaments and opposing increased taxation. This party is likely to influence the general elections in the autumn. (457, 360, 594, 414)
article-paragraph: The law will be amended next session. The Act, in the meantime, will be left in abeyance. (605, 264, 742, 278)
wire-credit: BY TELEGRAPH—PRESS ASSOCIATION—COPYRIGHT. (616, 127, 731, 141)
received-time: (Rec. Jan. 28, 1.12 a.m.) (792, 129, 851, 135)
deck-rule (506, 918, 546, 919)
article-paragraph: It appears that a young man named A. E. Stevens was courting a young lady named Bowyer from the district. Stevens's visits were not approved by the lady's father. Mr. Byrnes, her uncle, shot at Stevens at night. While on the way they were waylaid by a man named David Irwin, said to be from New South Wales, who fired with a revolver at Mr. Stevens, wounding him in the arm and knocking him off his horse. (309, 1265, 446, 1343)
article-paragraph: Jury, Robertson, Young, Laurie, 17; Warringah, 21. (753, 878, 890, 892)
dateline: London, January 27. (532, 350, 594, 357)
article-paragraph: Nineteen tribesmen released at Fez, forming a portion of the prisoners about to be exchanged for Kaid Maclean, have arrived at Tangier. (161, 343, 298, 373)
article-paragraph: The New York correspondent of "The Times" says that the news of the order was received with the greatest satisfaction at Washington. (457, 291, 594, 313)
deck-rule (654, 95, 694, 96)
article-deck: JEALOUSY. (356, 1200, 399, 1209)
wire-credit: (BY TELEGRAPH—PRESS ASSOCIATION.) (24, 145, 139, 151)
article (753, 290, 890, 673)
